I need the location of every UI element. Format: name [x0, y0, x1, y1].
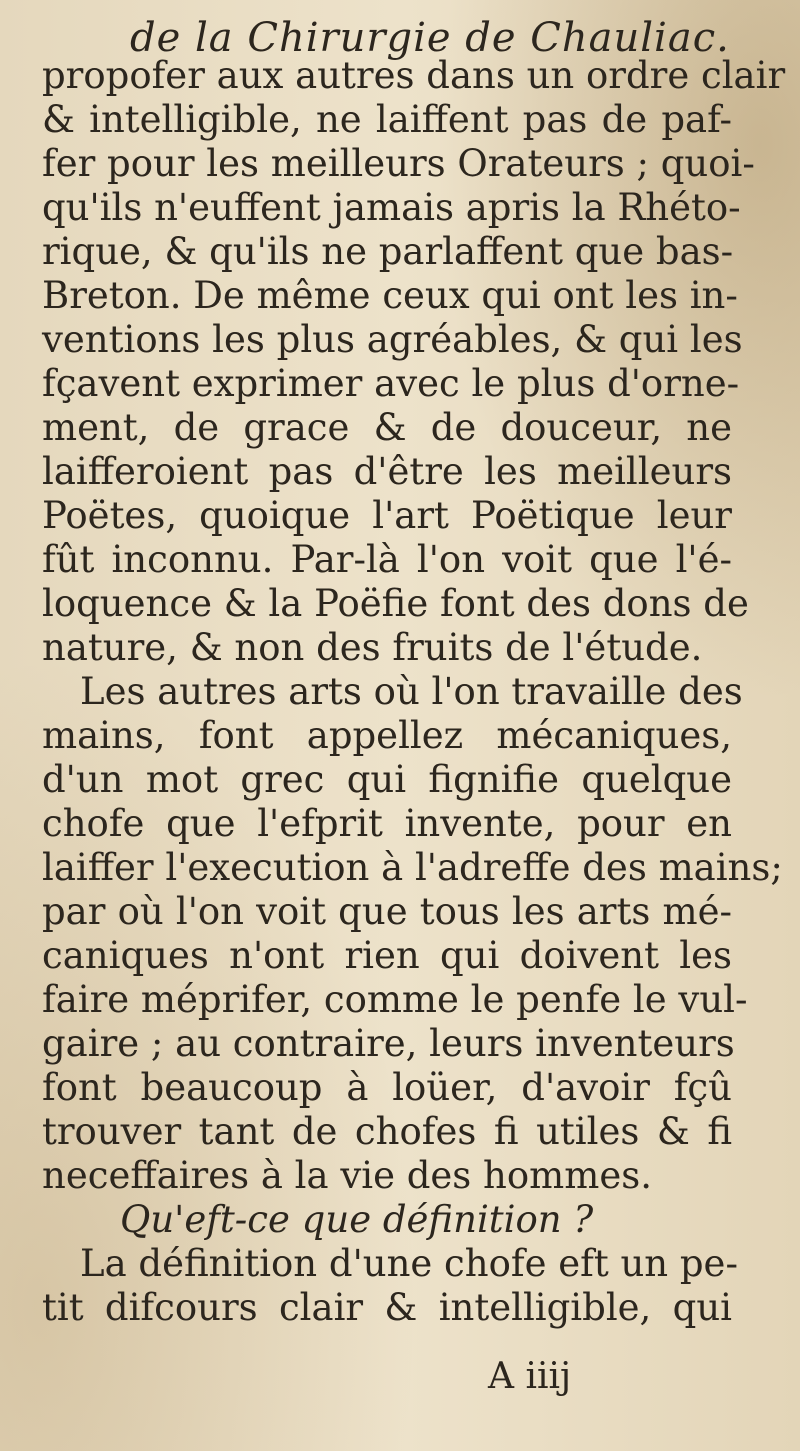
text-line: La définition d'une chofe eft un pe-: [80, 1242, 738, 1285]
text-line: par où l'on voit que tous les arts mé-: [42, 890, 732, 933]
text-line: nature, & non des fruits de l'étude.: [42, 626, 703, 669]
text-line: caniques n'ont rien qui doivent les: [42, 934, 732, 977]
text-line: font beaucoup à loüer, d'avoir fçû: [42, 1066, 732, 1109]
text-line: loquence & la Poëfie font des dons de: [42, 582, 749, 625]
text-line: Breton. De même ceux qui ont les in-: [42, 274, 738, 317]
signature-mark: A iiij: [488, 1356, 572, 1397]
text-line: chofe que l'efprit invente, pour en: [42, 802, 732, 845]
text-line: ventions les plus agréables, & qui les: [42, 318, 743, 361]
text-line: & intelligible, ne laiffent pas de paf-: [42, 98, 732, 141]
text-line: faire méprifer, comme le penfe le vul-: [42, 978, 748, 1021]
text-line: d'un mot grec qui fignifie quelque: [42, 758, 732, 801]
text-line: Les autres arts où l'on travaille des: [80, 670, 743, 713]
text-line: fer pour les meilleurs Orateurs ; quoi-: [42, 142, 755, 185]
body-text: [42, 54, 786, 1330]
text-line: tit difcours clair & intelligible, qui: [42, 1286, 732, 1329]
text-line: ment, de grace & de douceur, ne: [42, 406, 732, 449]
section-question: Qu'eft-ce que définition ?: [120, 1198, 594, 1241]
text-line: neceffaires à la vie des hommes.: [42, 1154, 652, 1197]
text-line: Poëtes, quoique l'art Poëtique leur: [42, 494, 732, 537]
text-line: qu'ils n'euffent jamais apris la Rhéto-: [42, 186, 741, 229]
text-line: rique, & qu'ils ne parlaffent que bas-: [42, 230, 734, 273]
text-line: fût inconnu. Par-là l'on voit que l'é-: [42, 538, 732, 581]
text-line: fçavent exprimer avec le plus d'orne-: [42, 362, 740, 405]
text-line: trouver tant de chofes fi utiles & fi: [42, 1110, 732, 1153]
text-line: gaire ; au contraire, leurs inventeurs: [42, 1022, 735, 1065]
text-line: laiffer l'execution à l'adreffe des mains;: [42, 846, 783, 889]
text-line: propofer aux autres dans un ordre clair: [42, 54, 786, 97]
text-line: laifferoient pas d'être les meilleurs: [42, 450, 732, 493]
text-line: mains, font appellez mécaniques,: [42, 714, 732, 757]
running-head: de la Chirurgie de Chauliac.: [130, 15, 730, 61]
